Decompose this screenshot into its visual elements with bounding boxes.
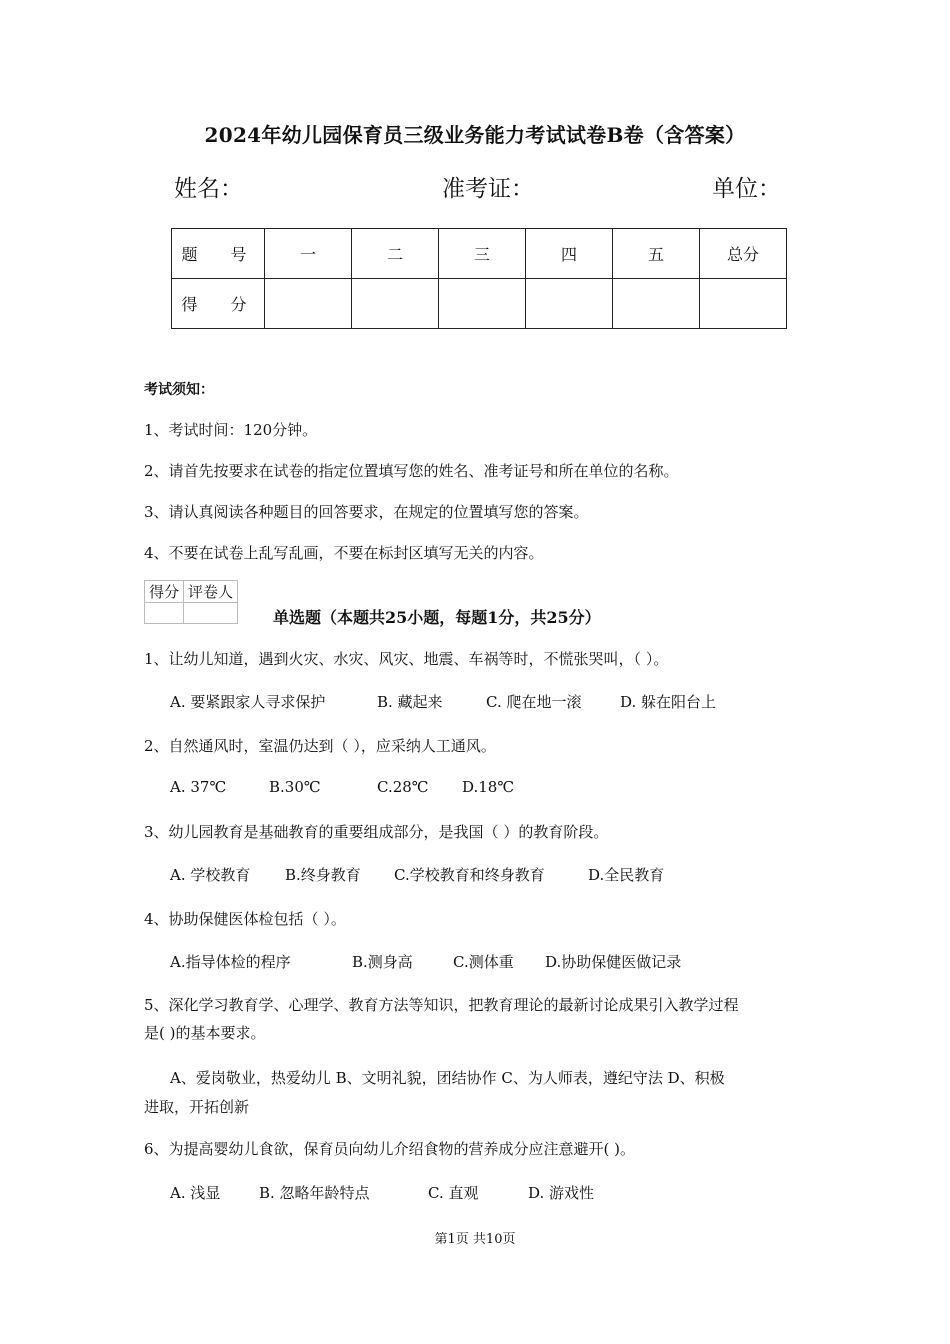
question-option[interactable]: 进取，开拓创新 [144, 1098, 250, 1116]
question-stem: 5、深化学习教育学、心理学、教育方法等知识，把教育理论的最新讨论成果引入教学过程 [144, 996, 739, 1014]
score-header-cell: 三 [439, 229, 526, 279]
score-cell[interactable] [352, 279, 439, 329]
ticket-field-label: 准考证： [442, 176, 534, 202]
question-option[interactable]: D.18℃ [462, 778, 515, 796]
question-option[interactable]: A.指导体检的程序 [170, 953, 291, 971]
score-header-cell: 四 [526, 229, 613, 279]
score-cell[interactable] [439, 279, 526, 329]
score-header-cell: 二 [352, 229, 439, 279]
notice-item: 3、请认真阅读各种题目的回答要求，在规定的位置填写您的答案。 [144, 503, 589, 521]
score-header-cell: 五 [613, 229, 700, 279]
question-option[interactable]: B. 忽略年龄特点 [259, 1184, 370, 1202]
score-cell[interactable] [613, 279, 700, 329]
question-stem: 1、让幼儿知道，遇到火灾、水灾、风灾、地震、车祸等时，不慌张哭叫，（ ）。 [144, 650, 669, 668]
score-header-cell: 题 号 [172, 229, 265, 279]
question-option[interactable]: B.终身教育 [285, 866, 361, 884]
question-option[interactable]: B.测身高 [352, 953, 413, 971]
page-title: 2024年幼儿园保育员三级业务能力考试试卷B卷（含答案） [204, 123, 746, 147]
question-stem: 是( )的基本要求。 [144, 1024, 266, 1042]
question-option[interactable]: D.全民教育 [588, 866, 665, 884]
question-option[interactable]: C. 直观 [428, 1184, 479, 1202]
question-stem: 4、协助保健医体检包括（ ）。 [144, 910, 346, 928]
page-footer: 第1页 共10页 [434, 1232, 516, 1247]
question-option[interactable]: D. 躲在阳台上 [620, 693, 717, 711]
score-cell[interactable] [700, 279, 787, 329]
score-table-score-row [172, 279, 787, 329]
name-field-label: 姓名： [174, 176, 243, 202]
question-option[interactable]: A、爱岗敬业，热爱幼儿 B、文明礼貌，团结协作 C、为人师表，遵纪守法 D、积极 [170, 1069, 725, 1087]
notice-item: 4、不要在试卷上乱写乱画，不要在标封区填写无关的内容。 [144, 544, 544, 562]
question-option[interactable]: A. 学校教育 [170, 866, 251, 884]
question-stem: 3、幼儿园教育是基础教育的重要组成部分，是我国（ ）的教育阶段。 [144, 823, 609, 841]
question-option[interactable]: A. 37℃ [170, 778, 227, 796]
score-header-cell: 一 [265, 229, 352, 279]
grader-score-label: 得分 [145, 581, 184, 603]
question-stem: 6、为提高婴幼儿食欲，保育员向幼儿介绍食物的营养成分应注意避开( )。 [144, 1140, 636, 1158]
question-option[interactable]: B.30℃ [269, 778, 321, 796]
question-option[interactable]: D. 游戏性 [528, 1184, 595, 1202]
score-cell[interactable] [526, 279, 613, 329]
section-title: 单选题（本题共25小题，每题1分，共25分） [273, 608, 601, 627]
notice-heading: 考试须知： [144, 382, 214, 398]
question-option[interactable]: C.测体重 [453, 953, 514, 971]
question-stem: 2、自然通风时，室温仍达到（ ），应采纳人工通风。 [144, 737, 496, 755]
question-option[interactable]: B. 藏起来 [377, 693, 443, 711]
question-option[interactable]: C. 爬在地一滚 [486, 693, 582, 711]
question-option[interactable]: C.28℃ [377, 778, 429, 796]
question-option[interactable]: A. 要紧跟家人寻求保护 [170, 693, 326, 711]
score-table-header-row [172, 229, 787, 279]
question-option[interactable]: A. 浅显 [170, 1184, 221, 1202]
score-row-label: 得 分 [172, 279, 265, 329]
notice-item: 1、考试时间：120分钟。 [144, 421, 318, 439]
grader-table [144, 580, 238, 624]
grader-score-cell[interactable] [145, 603, 184, 624]
score-header-cell: 总分 [700, 229, 787, 279]
grader-reviewer-cell[interactable] [184, 603, 238, 624]
score-cell[interactable] [265, 279, 352, 329]
notice-item: 2、请首先按要求在试卷的指定位置填写您的姓名、准考证号和所在单位的名称。 [144, 462, 679, 480]
score-table [171, 228, 787, 329]
question-option[interactable]: C.学校教育和终身教育 [394, 866, 545, 884]
question-option[interactable]: D.协助保健医做记录 [545, 953, 682, 971]
unit-field-label: 单位： [712, 176, 781, 202]
grader-reviewer-label: 评卷人 [184, 581, 238, 603]
